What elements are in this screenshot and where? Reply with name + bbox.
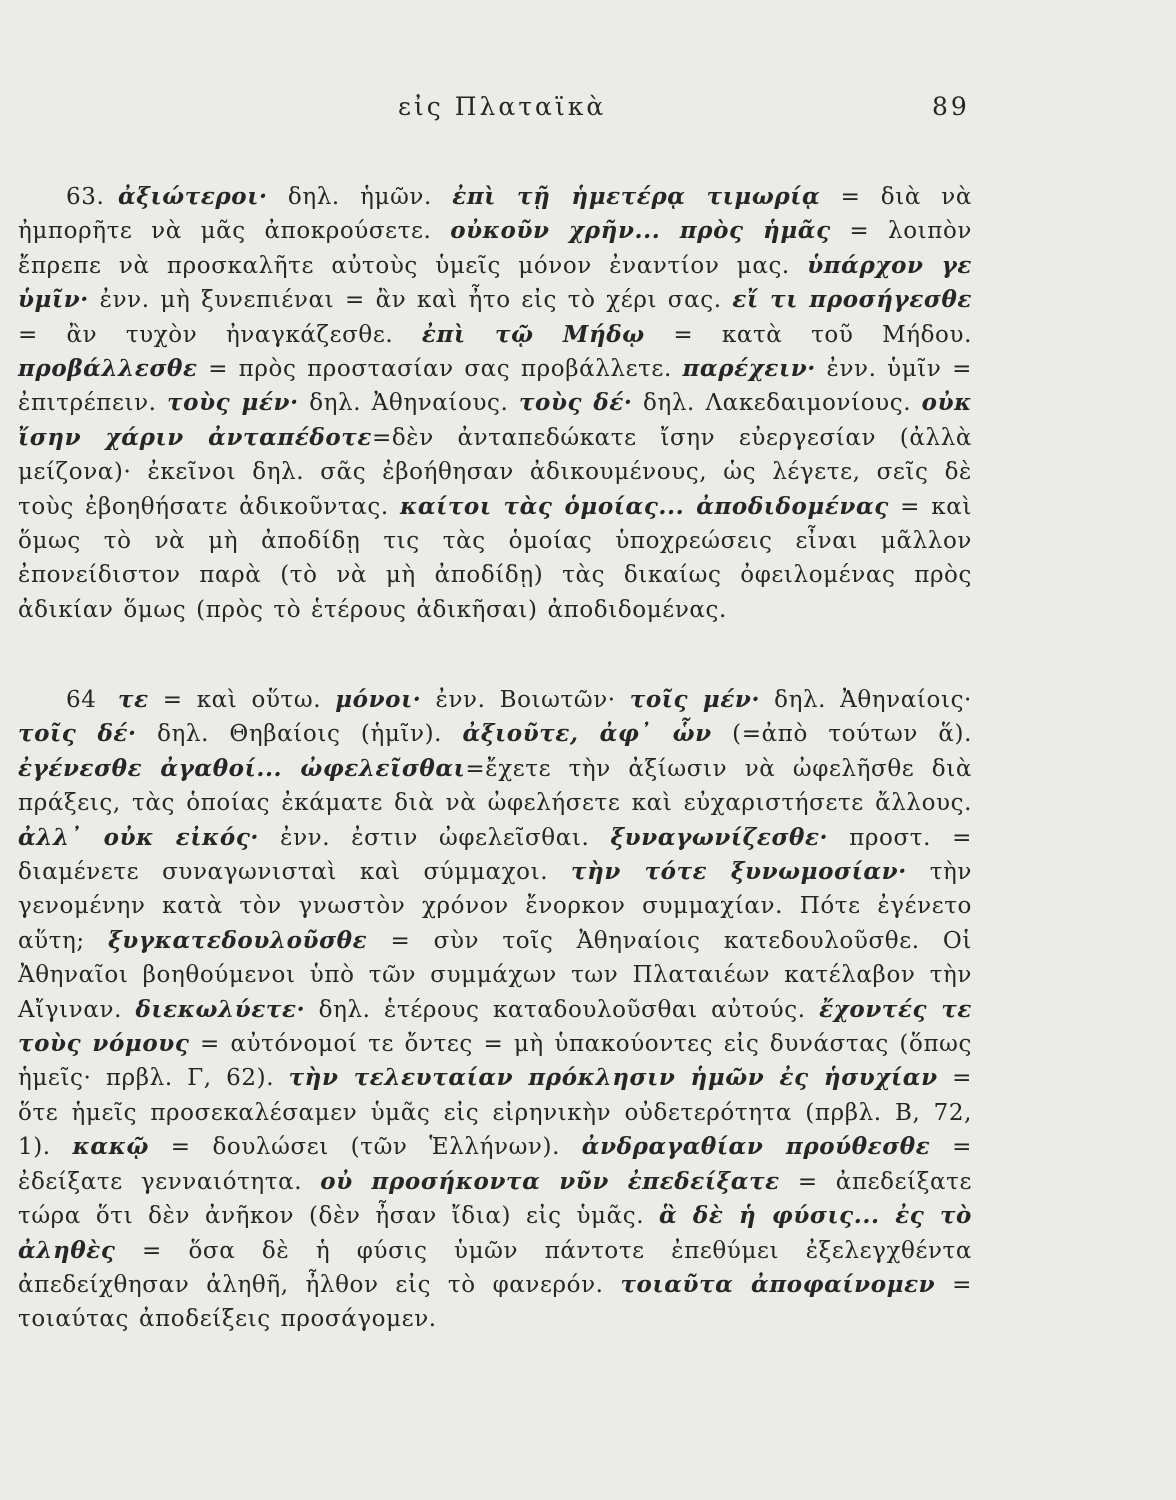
gloss: = τοιαύτας ἀποδείξεις προσάγομεν.: [18, 1271, 972, 1333]
lemma: τοῖς δέ·: [18, 720, 137, 748]
commentary-note-64: [18, 683, 972, 1337]
page-number: 89: [932, 92, 970, 121]
gloss: = ἀπεδείξατε τώρα ὅτι δὲν ἀνῆκον (δὲν ἦσαν ἴδια) εἰς ὑμᾶς.: [18, 1168, 972, 1230]
gloss: ἐνν. μὴ ξυνεπιέναι = ἂν καὶ ἦτο εἰς τὸ χέρι σας.: [88, 287, 733, 314]
gloss: = δουλώσει (τῶν Ἑλλήνων).: [149, 1134, 582, 1161]
gloss: = διὰ νὰ ἠμπορῆτε νὰ μᾶς ἀποκρούσετε.: [18, 184, 972, 245]
gloss: δηλ. Λακεδαιμονίους.: [632, 390, 922, 417]
gloss: =ἔχετε τὴν ἀξίωσιν νὰ ὠφελῆσθε διὰ πράξεις, τὰς ὁποίας ἐκάματε διὰ νὰ ὠφελήσετε καὶ εὐχαριστήσετε ἄλλους.: [18, 755, 972, 817]
gloss: = αὐτόνομοί τε ὄντες = μὴ ὑπακούοντες εἰς δυνάστας (ὅπως ἡμεῖς· πρβλ. Γ, 62).: [18, 1031, 972, 1092]
gloss: προστ. = διαμένετε συναγωνισταὶ καὶ σύμμαχοι.: [18, 824, 972, 886]
gloss: ἐνν. Βοιωτῶν·: [421, 687, 630, 713]
gloss: = ἂν τυχὸν ἠναγκάζεσθε.: [18, 321, 422, 348]
lemma: μόνοι·: [335, 686, 422, 713]
lemma: ἀνδραγαθίαν προύθεσθε: [581, 1133, 931, 1161]
gloss: δηλ. ἑτέρους καταδουλοῦσθαι αὐτούς.: [305, 996, 820, 1023]
lemma: διεκωλύετε·: [135, 995, 306, 1023]
lemma: ἀξιώτεροι·: [118, 183, 268, 210]
lemma: ὑπάρχον γε ὑμῖν·: [18, 251, 972, 314]
gloss: δηλ. ἡμῶν.: [267, 184, 453, 210]
lemma: τοιαῦτα ἀποφαίνομεν: [620, 1270, 936, 1298]
lemma: οὐκ ἴσην χάριν ἀνταπέδοτε: [18, 389, 972, 451]
lemma: τοὺς δέ·: [518, 389, 633, 417]
lemma: τοῖς μέν·: [629, 686, 761, 713]
lemma: ἔχοντές τε τοὺς νόμους: [18, 995, 972, 1058]
gloss: = πρὸς προστασίαν σας προβάλλετε.: [197, 356, 683, 383]
gloss: = ἐδείξατε γενναιότητα.: [18, 1134, 972, 1195]
lemma: οὐ προσήκοντα νῦν ἐπεδείξατε: [320, 1167, 780, 1195]
gloss: = σὺν τοῖς Ἀθηναίοις κατεδουλοῦσθε. Οἱ Ἀθηναῖοι βοηθούμενοι ὑπὸ τῶν συμμάχων των Πλαταιέων κατέλαβον τὴν Αἴγιναν.: [18, 927, 972, 1023]
commentary-note-63: [18, 180, 972, 627]
gloss: δηλ. Ἀθηναίους.: [298, 390, 519, 417]
gloss: ἐνν. ἐστιν ὠφελεῖσθαι.: [259, 824, 611, 851]
lemma: ξυγκατεδουλοῦσθε: [108, 926, 368, 954]
gloss: τὴν γενομένην κατὰ τὸν γνωστὸν χρόνον ἔνορκον συμμαχίαν. Πότε ἐγένετο αὕτη;: [18, 859, 972, 954]
lemma: τοὺς μέν·: [167, 389, 299, 417]
gloss: = καὶ οὕτω.: [148, 687, 336, 713]
lemma: ἐπὶ τῷ Μήδῳ: [421, 320, 645, 348]
lemma: τε: [118, 686, 149, 713]
lemma: εἴ τι προσήγεσθε: [732, 286, 972, 314]
lemma: ἐγένεσθε ἀγαθοί... ὠφελεῖσθαι: [18, 754, 466, 782]
lemma: κακῷ: [72, 1133, 149, 1161]
note-number: 63.: [66, 184, 105, 210]
note-number: 64: [66, 687, 97, 713]
gloss: = κατὰ τοῦ Μήδου.: [644, 321, 972, 348]
lemma: ξυναγωνίζεσθε·: [610, 823, 829, 851]
gloss: = ὅτε ἡμεῖς προσεκαλέσαμεν ὑμᾶς εἰς εἰρηνικὴν οὐδετερότητα (πρβλ. Β, 72, 1).: [18, 1065, 972, 1161]
gloss: = λοιπὸν ἔπρεπε νὰ προσκαλῆτε αὐτοὺς ὑμεῖς μόνον ἐναντίον μας.: [18, 218, 973, 279]
gloss: (=ἀπὸ τούτων ἅ).: [711, 721, 972, 748]
lemma: παρέχειν·: [682, 355, 816, 383]
lemma: ἀλλ᾽ οὐκ εἰκός·: [18, 823, 260, 851]
running-title: εἰς Πλαταϊκὰ: [398, 92, 607, 121]
lemma: ἐπὶ τῇ ἡμετέρᾳ τιμωρίᾳ: [452, 183, 821, 210]
lemma: καίτοι τὰς ὁμοίας... ἀποδιδομένας: [399, 492, 889, 520]
lemma: ἀξιοῦτε, ἀφ᾽ ὧν: [462, 720, 712, 748]
lemma: ἃ δὲ ἡ φύσις... ἐς τὸ ἀληθὲς: [18, 1202, 972, 1264]
lemma: τὴν τελευταίαν πρόκλησιν ἡμῶν ἐς ἡσυχίαν: [288, 1064, 938, 1092]
gloss: δηλ. Ἀθηναίοις·: [760, 687, 972, 713]
lemma: οὐκοῦν χρῆν... πρὸς ἡμᾶς: [450, 217, 831, 245]
gloss: ἐνν. ὑμῖν = ἐπιτρέπειν.: [18, 356, 973, 417]
gloss: δηλ. Θηβαίοις (ἡμῖν).: [136, 721, 463, 748]
gloss: =δὲν ἀνταπεδώκατε ἴσην εὐεργεσίαν (ἀλλὰ μείζονα)· ἐκεῖνοι δηλ. σᾶς ἐβοήθησαν ἀδικουμένους, ὡς λέγετε, σεῖς δὲ τοὺς ἐβοηθήσατε ἀδικοῦντας.: [18, 424, 973, 520]
gloss: = καὶ ὅμως τὸ νὰ μὴ ἀποδίδῃ τις τὰς ὁμοίας ὑποχρεώσεις εἶναι μᾶλλον ἐπονείδιστον παρὰ (τὸ νὰ μὴ ἀποδίδῃ) τὰς δικαίως ὀφειλομένας πρὸς ἀδικίαν ὅμως (πρὸς τὸ ἑτέρους ἀδικῆσαι) ἀποδιδομένας.: [18, 493, 973, 623]
lemma: τὴν τότε ξυνωμοσίαν·: [571, 858, 907, 886]
gloss: = ὅσα δὲ ἡ φύσις ὑμῶν πάντοτε ἐπεθύμει ἐξελεγχθέντα ἀπεδείχθησαν ἀληθῆ, ἦλθον εἰς τὸ φανερόν.: [18, 1237, 972, 1298]
lemma: προβάλλεσθε: [18, 355, 198, 383]
